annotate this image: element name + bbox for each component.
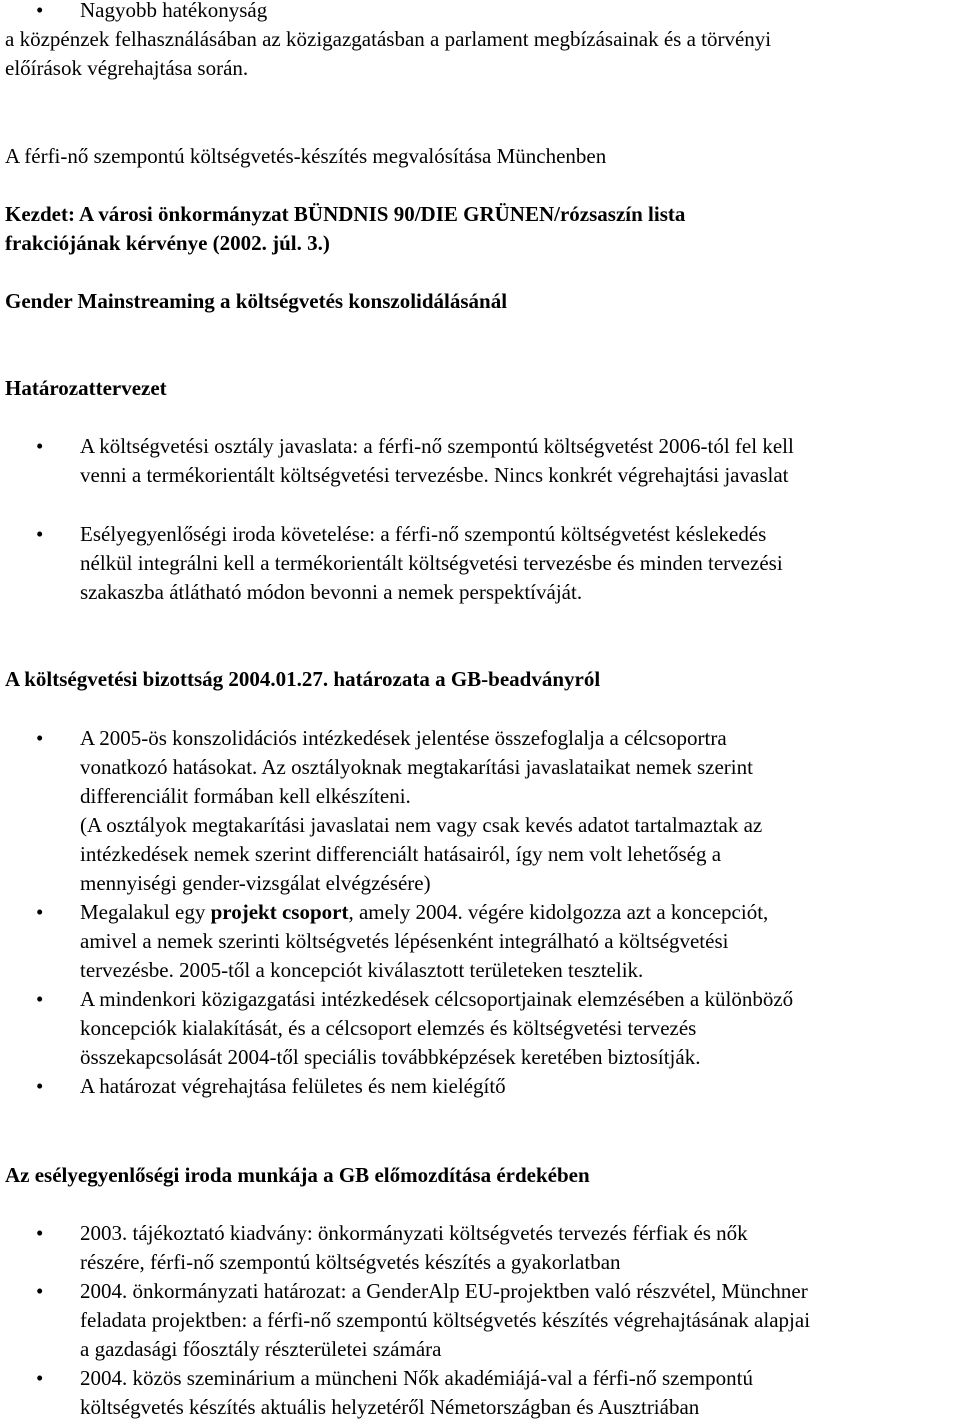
intro-line-2: előírások végrehajtása során. xyxy=(5,56,249,80)
committee-item-1-line-4: (A osztályok megtakarítási javaslatai nem vagy csak kevés adatot tartalmaztak az xyxy=(80,813,763,837)
gm-heading: Gender Mainstreaming a költségvetés konszolidálásánál xyxy=(5,289,508,313)
draft-item-2-line-1: Esélyegyenlőségi iroda követelése: a férfi-nő szempontú költségvetést késlekedés xyxy=(80,522,767,546)
start-line-2: frakciójának kérvénye (2002. júl. 3.) xyxy=(5,231,330,255)
committee-item-3-line-2: koncepciók kialakítását, és a célcsoport elemzés és költségvetési tervezés xyxy=(80,1016,697,1040)
bullet: • xyxy=(36,900,44,924)
intro-bullet-text: Nagyobb hatékonyság xyxy=(80,0,268,22)
bullet: • xyxy=(36,987,44,1011)
bullet: • xyxy=(36,434,44,458)
office-item-1-line-1: 2003. tájékoztató kiadvány: önkormányzati költségvetés tervezés férfiak és nők xyxy=(80,1221,748,1245)
committee-item-2-post: , amely 2004. végére kidolgozza azt a koncepciót, xyxy=(348,900,769,924)
committee-item-1-line-1: A 2005-ös konszolidációs intézkedések jelentése összefoglalja a célcsoportra xyxy=(80,726,727,750)
bullet: • xyxy=(36,1279,44,1303)
committee-item-4-line-1: A határozat végrehajtása felületes és nem kielégítő xyxy=(80,1074,506,1098)
bullet: • xyxy=(36,0,44,22)
bullet: • xyxy=(36,1366,44,1390)
draft-item-2-line-2: nélkül integrálni kell a termékorientált költségvetési tervezésbe és minden tervezési xyxy=(80,551,783,575)
bullet: • xyxy=(36,1074,44,1098)
office-item-3-line-1: 2004. közös szeminárium a müncheni Nők akadémiájá-val a férfi-nő szempontú xyxy=(80,1366,753,1390)
bullet: • xyxy=(36,726,44,750)
committee-item-2-pre: Megalakul egy xyxy=(80,900,211,924)
bullet: • xyxy=(36,522,44,546)
committee-heading: A költségvetési bizottság 2004.01.27. határozata a GB-beadványról xyxy=(5,667,601,691)
munich-heading: A férfi-nő szempontú költségvetés-készítés megvalósítása Münchenben xyxy=(5,144,607,168)
intro-line-1: a közpénzek felhasználásában az közigazgatásban a parlament megbízásainak és a törvényi xyxy=(5,27,772,51)
draft-item-1-line-1: A költségvetési osztály javaslata: a férfi-nő szempontú költségvetést 2006-tól fel kell xyxy=(80,434,794,458)
committee-item-2-line-2: amivel a nemek szerinti költségvetés lépésenként integrálható a költségvetési xyxy=(80,929,729,953)
committee-item-2-line-1 xyxy=(80,898,958,927)
office-item-2-line-1: 2004. önkormányzati határozat: a GenderAlp EU-projektben való részvétel, Münchner xyxy=(80,1279,808,1303)
committee-item-1-line-6: mennyiségi gender-vizsgálat elvégzésére) xyxy=(80,871,431,895)
start-line-1: Kezdet: A városi önkormányzat BÜNDNIS 90/DIE GRÜNEN/rózsaszín lista xyxy=(5,202,686,226)
office-item-2-line-3: a gazdasági főosztály részterületei számára xyxy=(80,1337,442,1361)
draft-heading: Határozattervezet xyxy=(5,376,167,400)
committee-item-1-line-2: vonatkozó hatásokat. Az osztályoknak megtakarítási javaslataikat nemek szerint xyxy=(80,755,753,779)
committee-item-3-line-1: A mindenkori közigazgatási intézkedések célcsoportjainak elemzésében a különböző xyxy=(80,987,794,1011)
bullet: • xyxy=(36,1221,44,1245)
office-item-1-line-2: részére, férfi-nő szempontú költségvetés készítés a gyakorlatban xyxy=(80,1250,621,1274)
project-group-text: projekt csoport xyxy=(210,900,349,924)
committee-item-1-line-5: intézkedések nemek szerint differenciált hatásairól, így nem volt lehetőség a xyxy=(80,842,722,866)
draft-item-2-line-3: szakaszba átlátható módon bevonni a nemek perspektíváját. xyxy=(80,580,583,604)
committee-item-1-line-3: differenciálit formában kell elkészíteni. xyxy=(80,784,411,808)
committee-item-2-line-3: tervezésbe. 2005-től a koncepciót kiválasztott területeken tesztelik. xyxy=(80,958,644,982)
committee-item-3-line-3: összekapcsolását 2004-től speciális továbbképzések keretében biztosítják. xyxy=(80,1045,701,1069)
office-heading: Az esélyegyenlőségi iroda munkája a GB előmozdítása érdekében xyxy=(5,1163,590,1187)
office-item-2-line-2: feladata projektben: a férfi-nő szempontú költségvetés készítés végrehajtásának alapjai xyxy=(80,1308,811,1332)
draft-item-1-line-2: venni a termékorientált költségvetési tervezésbe. Nincs konkrét végrehajtási javaslat xyxy=(80,463,789,487)
office-item-3-line-2: költségvetés készítés aktuális helyzetéről Németországban és Ausztriában xyxy=(80,1395,700,1419)
